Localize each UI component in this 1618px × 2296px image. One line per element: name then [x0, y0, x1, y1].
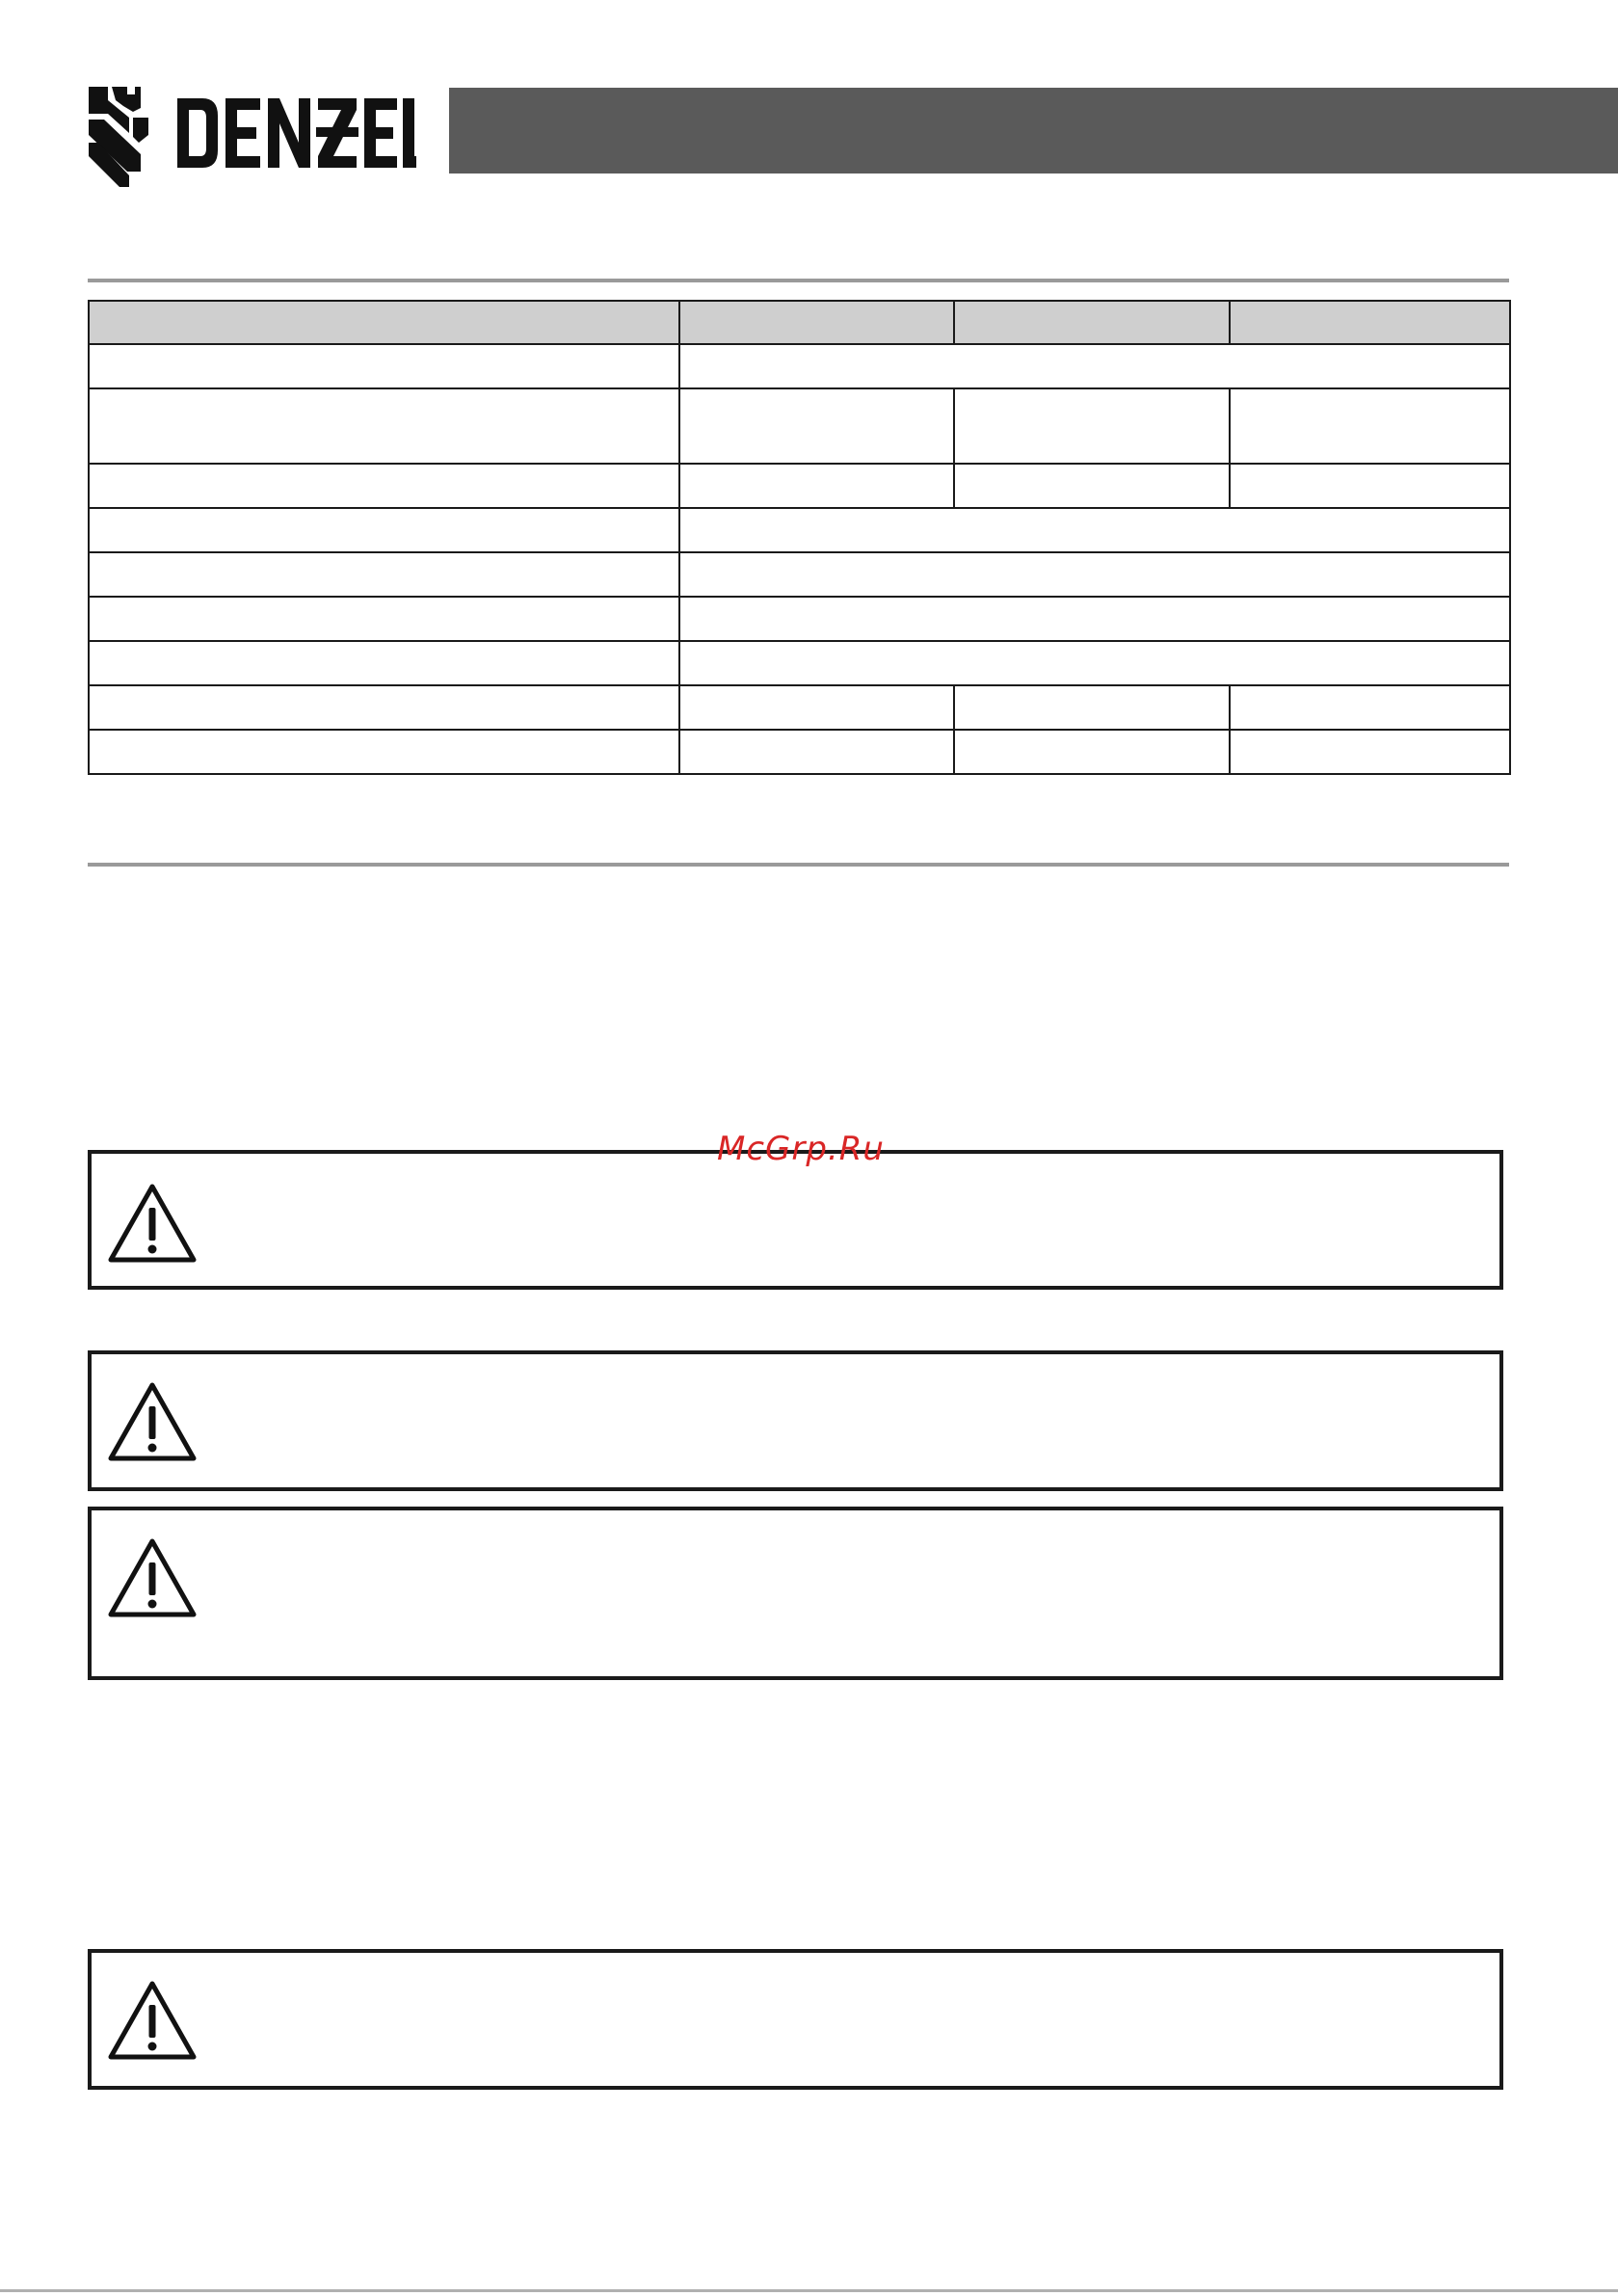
table-cell — [954, 464, 1230, 508]
specifications-table — [88, 300, 1511, 775]
warning-box — [88, 1949, 1503, 2090]
table-row — [89, 597, 1510, 641]
table-cell-merged — [679, 344, 1510, 388]
table-cell-label — [89, 641, 679, 685]
warning-triangle-icon — [107, 1381, 198, 1462]
warning-box — [88, 1150, 1503, 1290]
table-cell-label — [89, 597, 679, 641]
table-row — [89, 730, 1510, 774]
table-cell-merged — [679, 597, 1510, 641]
table-cell — [1230, 730, 1510, 774]
table-cell-label — [89, 685, 679, 730]
warning-box — [88, 1350, 1503, 1491]
table-cell — [954, 730, 1230, 774]
section-divider — [88, 863, 1509, 867]
table-cell-merged — [679, 508, 1510, 552]
page-footer-line — [0, 2289, 1618, 2292]
table-cell — [954, 685, 1230, 730]
table-cell-label — [89, 344, 679, 388]
table-cell-label — [89, 508, 679, 552]
table-cell — [954, 388, 1230, 464]
denzel-heraldic-logo-icon — [85, 83, 416, 187]
table-row — [89, 464, 1510, 508]
table-header-cell — [954, 301, 1230, 344]
table-row — [89, 685, 1510, 730]
table-cell — [1230, 464, 1510, 508]
table-row — [89, 344, 1510, 388]
table-cell-label — [89, 464, 679, 508]
table-header-cell — [1230, 301, 1510, 344]
header-bar — [449, 88, 1618, 174]
table-row — [89, 552, 1510, 597]
table-row — [89, 508, 1510, 552]
table-cell — [679, 685, 954, 730]
warning-triangle-icon — [107, 1183, 198, 1264]
warning-triangle-icon — [107, 1980, 198, 2061]
watermark-text: McGrp.Ru — [717, 1130, 885, 1168]
table-header-cell — [679, 301, 954, 344]
table-cell — [679, 388, 954, 464]
table-header-cell — [89, 301, 679, 344]
table-cell — [1230, 685, 1510, 730]
table-cell-merged — [679, 641, 1510, 685]
table-cell — [679, 730, 954, 774]
table-row — [89, 641, 1510, 685]
table-cell-label — [89, 730, 679, 774]
table-cell — [679, 464, 954, 508]
warning-box — [88, 1507, 1503, 1680]
table-header-row — [89, 301, 1510, 344]
table-cell — [1230, 388, 1510, 464]
table-cell-merged — [679, 552, 1510, 597]
table-row — [89, 388, 1510, 464]
table-cell-label — [89, 388, 679, 464]
section-divider — [88, 279, 1509, 282]
denzel-logo — [85, 83, 416, 187]
warning-triangle-icon — [107, 1537, 198, 1618]
table-cell-label — [89, 552, 679, 597]
